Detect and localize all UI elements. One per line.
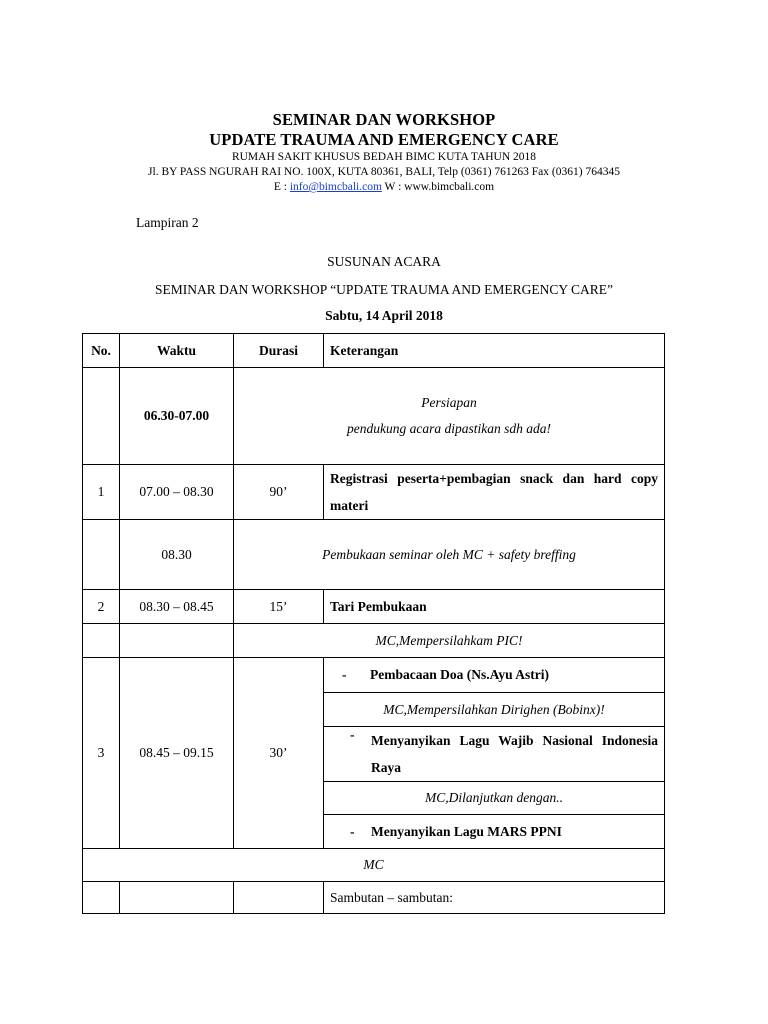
email-link[interactable]: info@bimcbali.com bbox=[289, 181, 382, 193]
cell-pembukaan: Pembukaan seminar oleh MC + safety breffing bbox=[234, 520, 665, 590]
cell-empty bbox=[120, 624, 234, 658]
cell-durasi: 30’ bbox=[234, 658, 324, 849]
bullet-dash: - bbox=[350, 823, 355, 839]
header-contact bbox=[0, 181, 768, 193]
cell-waktu: 07.00 – 08.30 bbox=[120, 465, 234, 520]
cell-keterangan: Registrasi peserta+pembagian snack dan hard copy materi bbox=[324, 465, 665, 520]
cell-waktu: 08.30 – 08.45 bbox=[120, 590, 234, 624]
table-row-sambutan bbox=[83, 882, 665, 914]
cell-waktu: 08.30 bbox=[120, 520, 234, 590]
table-row-1 bbox=[83, 465, 665, 520]
cell-no: 1 bbox=[83, 465, 120, 520]
cell-no: 2 bbox=[83, 590, 120, 624]
web-address: W : www.bimcbali.com bbox=[381, 181, 495, 193]
lampiran-label: Lampiran 2 bbox=[136, 215, 199, 230]
cell-waktu: 08.45 – 09.15 bbox=[120, 658, 234, 849]
cell-mc-pic: MC,Mempersilahkam PIC! bbox=[234, 624, 665, 658]
cell-mars bbox=[324, 815, 665, 849]
persiapan-line-2: pendukung acara dipastikan sdh ada! bbox=[347, 421, 551, 436]
cell-mc-dirighen: MC,Mempersilahkan Dirighen (Bobinx)! bbox=[324, 693, 665, 727]
header-title-2: UPDATE TRAUMA AND EMERGENCY CARE bbox=[209, 130, 559, 149]
doa-text: Pembacaan Doa (Ns.Ayu Astri) bbox=[370, 667, 549, 682]
table-row-mc-pic bbox=[83, 624, 665, 658]
cell-mc-lanjut: MC,Dilanjutkan dengan.. bbox=[324, 782, 665, 815]
cell-sambutan: Sambutan – sambutan: bbox=[324, 882, 665, 914]
cell-empty bbox=[83, 368, 120, 465]
table-row-2 bbox=[83, 590, 665, 624]
cell-durasi: 90’ bbox=[234, 465, 324, 520]
email-prefix: E : bbox=[273, 181, 290, 193]
cell-empty bbox=[83, 520, 120, 590]
mars-text: Menyanyikan Lagu MARS PPNI bbox=[371, 823, 562, 839]
cell-durasi: 15’ bbox=[234, 590, 324, 624]
cell-doa bbox=[324, 658, 665, 693]
cell-mc: MC bbox=[83, 849, 665, 882]
cell-no: 3 bbox=[83, 658, 120, 849]
table-row-3-doa bbox=[83, 658, 665, 693]
event-date: Sabtu, 14 April 2018 bbox=[325, 308, 443, 323]
cell-empty bbox=[83, 624, 120, 658]
header-address: Jl. BY PASS NGURAH RAI NO. 100X, KUTA 80361, BALI, Telp (0361) 761263 Fax (0361) 764345 bbox=[148, 166, 620, 178]
table-header-row bbox=[83, 334, 665, 368]
cell-empty bbox=[83, 882, 120, 914]
header-durasi: Durasi bbox=[234, 334, 324, 368]
lagu-wajib-text: Menyanyikan Lagu Wajib Nasional Indonesia Raya bbox=[371, 733, 658, 775]
header-waktu: Waktu bbox=[120, 334, 234, 368]
schedule-table bbox=[82, 333, 665, 914]
bullet-dash: - bbox=[342, 667, 347, 682]
seminar-title: SEMINAR DAN WORKSHOP “UPDATE TRAUMA AND EMERGENCY CARE” bbox=[155, 282, 613, 297]
cell-persiapan bbox=[234, 368, 665, 465]
header-title-1: SEMINAR DAN WORKSHOP bbox=[272, 110, 496, 129]
table-row-pembukaan bbox=[83, 520, 665, 590]
header-hospital: RUMAH SAKIT KHUSUS BEDAH BIMC KUTA TAHUN 2018 bbox=[231, 151, 537, 163]
table-row-persiapan bbox=[83, 368, 665, 465]
cell-empty bbox=[234, 882, 324, 914]
bullet-dash: - bbox=[350, 727, 355, 742]
cell-empty bbox=[120, 882, 234, 914]
cell-keterangan: Tari Pembukaan bbox=[324, 590, 665, 624]
table-row-mc bbox=[83, 849, 665, 882]
header-keterangan: Keterangan bbox=[324, 334, 665, 368]
lagu-wajib-wrap bbox=[350, 727, 658, 781]
susunan-acara-title: SUSUNAN ACARA bbox=[327, 254, 441, 269]
persiapan-line-1: Persiapan bbox=[421, 395, 477, 410]
cell-lagu-wajib bbox=[324, 727, 665, 782]
header-no: No. bbox=[83, 334, 120, 368]
cell-waktu: 06.30-07.00 bbox=[120, 368, 234, 465]
